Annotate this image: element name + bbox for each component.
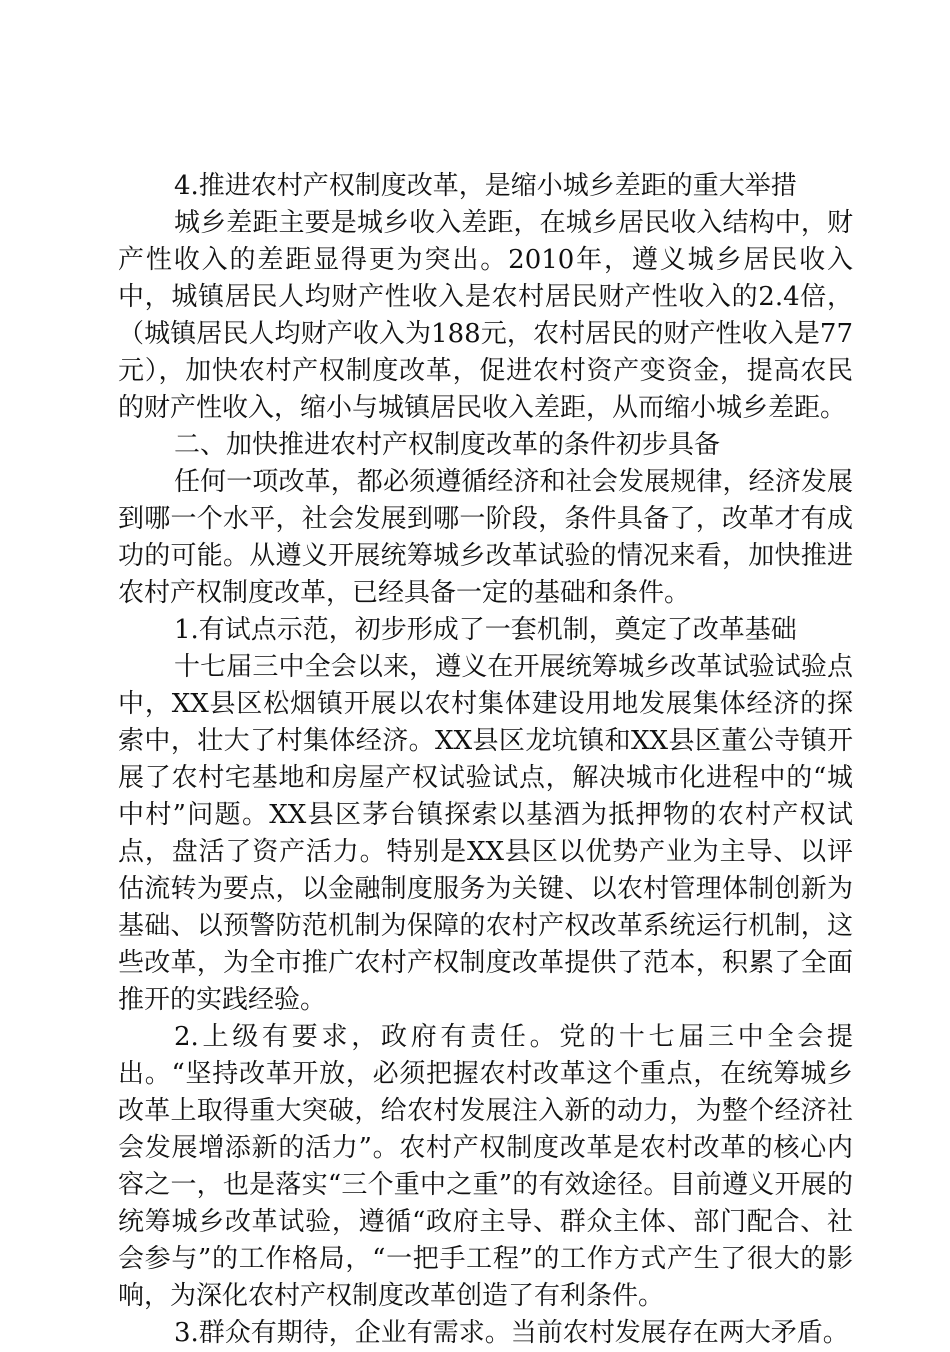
paragraph-income-gap: 城乡差距主要是城乡收入差距，在城乡居民收入结构中，财产性收入的差距显得更为突出。2010年，遵义城乡居民收入中，城镇居民人均财产性收入是农村居民财产性收入的2.4倍，（城镇居民人均财产收入为188元，农村居民的财产性收入是77元），加快农村产权制度改革，促进农村资产变资金，提高农民的财产性收入，缩小与城镇居民收入差距，从而缩小城乡差距。 (118, 208, 853, 423)
paragraph-reform-conditions: 任何一项改革，都必须遵循经济和社会发展规律，经济发展到哪一个水平，社会发展到哪一阶段，条件具备了，改革才有成功的可能。从遵义开展统筹城乡改革试验的情况来看，加快推进农村产权制度改革，已经具备一定的基础和条件。 (118, 467, 853, 608)
section-heading-4: 4.推进农村产权制度改革，是缩小城乡差距的重大举措 (174, 171, 797, 201)
section-heading-2: 二、加快推进农村产权制度改革的条件初步具备 (174, 430, 721, 460)
paragraph-pilot-demonstration: 十七届三中全会以来，遵义在开展统筹城乡改革试验试验点中，XX县区松烟镇开展以农村集体建设用地发展集体经济的探索中，壮大了村集体经济。XX县区龙坑镇和XX县区董公寺镇开展了农村宅基地和房屋产权试验试点，解决城市化进程中的“城中村”问题。XX县区茅台镇探索以基酒为抵押物的农村产权试点，盘活了资产活力。特别是XX县区以优势产业为主导、以评估流转为要点，以金融制度服务为关键、以农村管理体制创新为基础、以预警防范机制为保障的农村产权改革系统运行机制，这些改革，为全市推广农村产权制度改革提供了范本，积累了全面推开的实践经验。 (118, 652, 853, 1015)
paragraph-higher-requirements: 2.上级有要求，政府有责任。党的十七届三中全会提出。“坚持改革开放，必须把握农村改革这个重点，在统筹城乡改革上取得重大突破，给农村发展注入新的动力，为整个经济社会发展增添新的活力”。农村产权制度改革是农村改革的核心内容之一，也是落实“三个重中之重”的有效途径。目前遵义开展的统筹城乡改革试验，遵循“政府主导、群众主体、部门配合、社会参与”的工作格局，“一把手工程”的工作方式产生了很大的影响，为深化农村产权制度改革创造了有利条件。 (118, 1022, 853, 1311)
document-body (118, 168, 853, 1352)
paragraph-public-expectations: 3.群众有期待，企业有需求。当前农村发展存在两大矛盾。 (174, 1318, 849, 1348)
subheading-1: 1.有试点示范，初步形成了一套机制，奠定了改革基础 (174, 615, 797, 645)
